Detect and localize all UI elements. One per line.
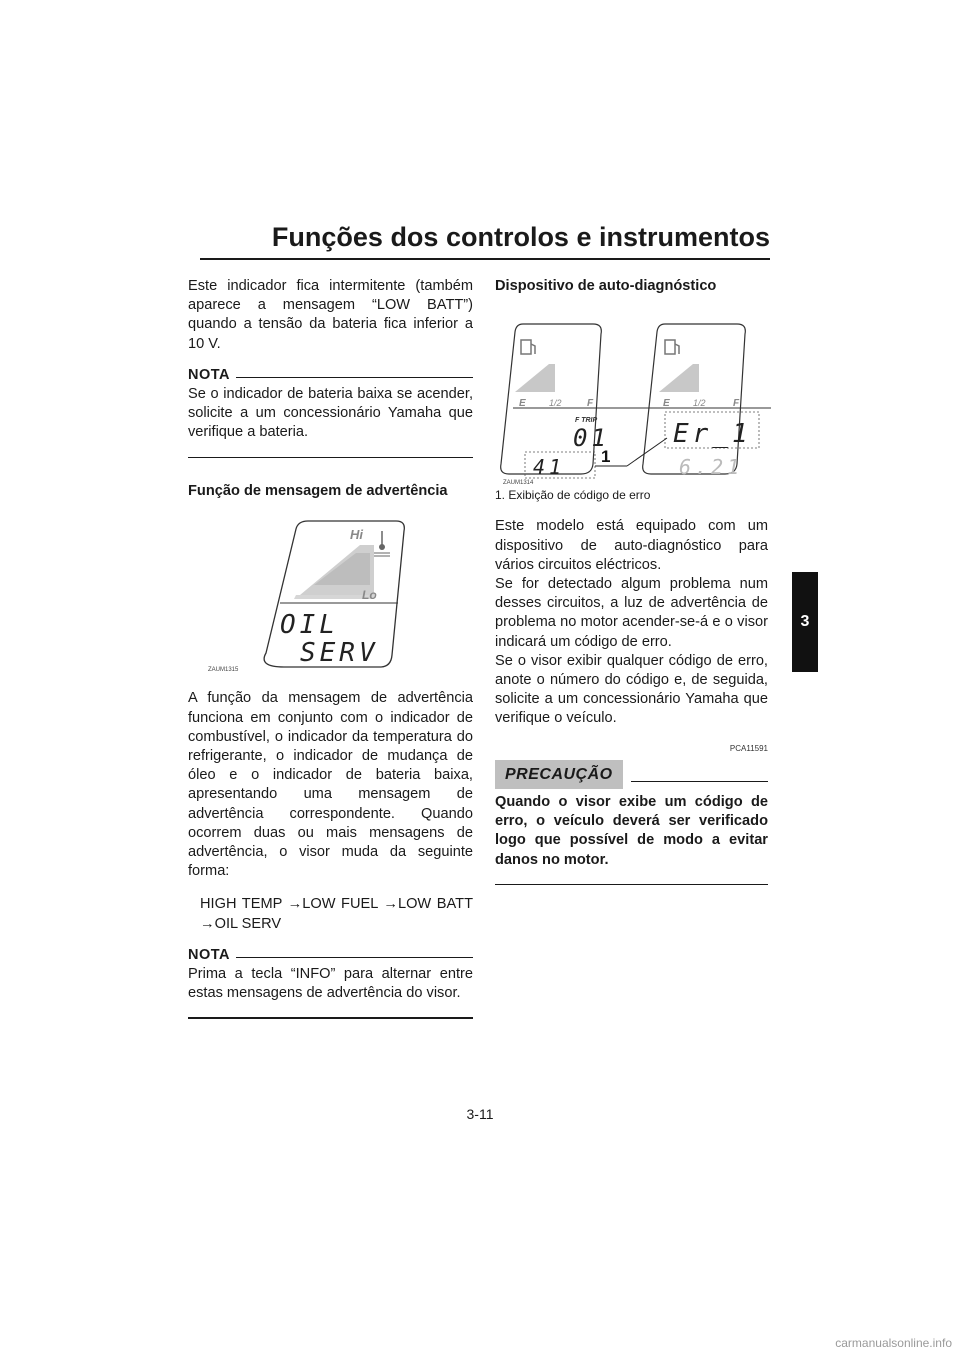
caution-text: Quando o visor exibe um código de erro, o veículo deverá ser verificado logo que possível de modo a evitar danos no motor. [495, 794, 768, 868]
error-code-display-illustration [495, 310, 780, 482]
section-heading-self-diagnosis: Dispositivo de auto-diagnóstico [495, 278, 717, 294]
gauge-f-right: F [733, 398, 740, 410]
coolant-temperature-icon [374, 531, 390, 556]
gauge-e-left: E [519, 398, 526, 410]
left-main-digits: 01 [573, 424, 610, 453]
self-diagnosis-text-2: Se for detectado algum problema num desses circuitos, a luz de advertência de problema no motor acender-se-á e o visor indicará um código de erro. [495, 576, 768, 650]
callout-number: 1 [601, 447, 611, 467]
ftrip-label: F TRIP [575, 417, 598, 425]
note-rule [236, 377, 473, 379]
title-rule [200, 258, 770, 260]
gauge-e-right: E [663, 398, 670, 410]
self-diagnosis-text-1: Este modelo está equipado com um dispositivo de auto-diagnóstico para vários circuitos eléctricos. [495, 518, 768, 573]
left-code-digits: 41 [533, 455, 566, 480]
gauge-half-left: 1/2 [549, 398, 562, 409]
left-column [188, 277, 473, 1019]
fuel-pump-icon-right [665, 340, 679, 354]
figure-caption: 1. Exibição de código de erro [495, 488, 651, 503]
lo-label: Lo [362, 588, 377, 603]
note-header-2 [188, 946, 473, 965]
caution-rule [631, 781, 768, 783]
right-sub-digits: 6.21 [679, 455, 744, 480]
caution-badge: PRECAUÇÃO [495, 760, 623, 789]
battery-indicator-text: Este indicador fica intermitente (também aparece a mensagem “LOW BATT”) quando a tensão da bateria fica inferior a 10 V. [188, 278, 473, 352]
warning-message-text: A função da mensagem de advertência funciona em conjunto com o indicador de combustível, o indicador da temperatura do refrigerante, o indicador de mudança de óleo e o indicador de bateria baixa, apresentando uma mensagem de advertência correspondente. Quando ocorrem duas ou mais mensagens de advertência, o visor muda da seguinte forma: [188, 690, 473, 880]
page-number: 3-11 [466, 1106, 494, 1122]
self-diagnosis-text-3: Se o visor exibir qualquer código de erro, anote o número do código e, de seguida, solicite a um concessionário Yamaha que verifique o veículo. [495, 652, 768, 727]
note-label-2: NOTA [188, 946, 231, 963]
note-header [188, 366, 473, 385]
figure-code-right: ZAUM1314 [503, 480, 534, 487]
gauge-half-right: 1/2 [693, 398, 706, 409]
caution-end-rule [495, 884, 768, 886]
right-column [495, 277, 768, 885]
gauge-f-left: F [587, 398, 594, 410]
caution-code: PCA11591 [729, 743, 768, 753]
note-text-2: Prima a tecla “INFO” para alternar entre estas mensagens de advertência do visor. [188, 965, 473, 1002]
display-line-2: SERV [300, 638, 379, 669]
fuel-pump-icon-left [521, 340, 535, 354]
hi-label: Hi [350, 527, 363, 543]
display-line-1: OIL [280, 610, 339, 641]
note-rule-2 [236, 957, 473, 959]
section-heading-warning-message: Função de mensagem de advertência [188, 483, 448, 500]
warning-sequence: HIGH TEMP →LOW FUEL →LOW BATT →OIL SERV [200, 896, 473, 932]
watermark: carmanualsonline.info [835, 1336, 952, 1350]
note-label: NOTA [188, 366, 231, 383]
self-diagnosis-figure [495, 310, 768, 487]
note-end-rule [188, 457, 473, 459]
oil-serv-display-illustration [188, 515, 473, 677]
chapter-tab: 3 [792, 572, 818, 672]
page-title: Funções dos controlos e instrumentos [271, 222, 770, 252]
caution-header [495, 760, 768, 789]
right-main-digits: Er_1 [673, 419, 752, 450]
warning-message-figure [188, 515, 473, 677]
note-text: Se o indicador de bateria baixa se acender, solicite a um concessionário Yamaha que verifique a bateria. [188, 386, 473, 441]
note-end-rule-2 [188, 1017, 473, 1019]
figure-code: ZAUM1315 [208, 667, 239, 674]
